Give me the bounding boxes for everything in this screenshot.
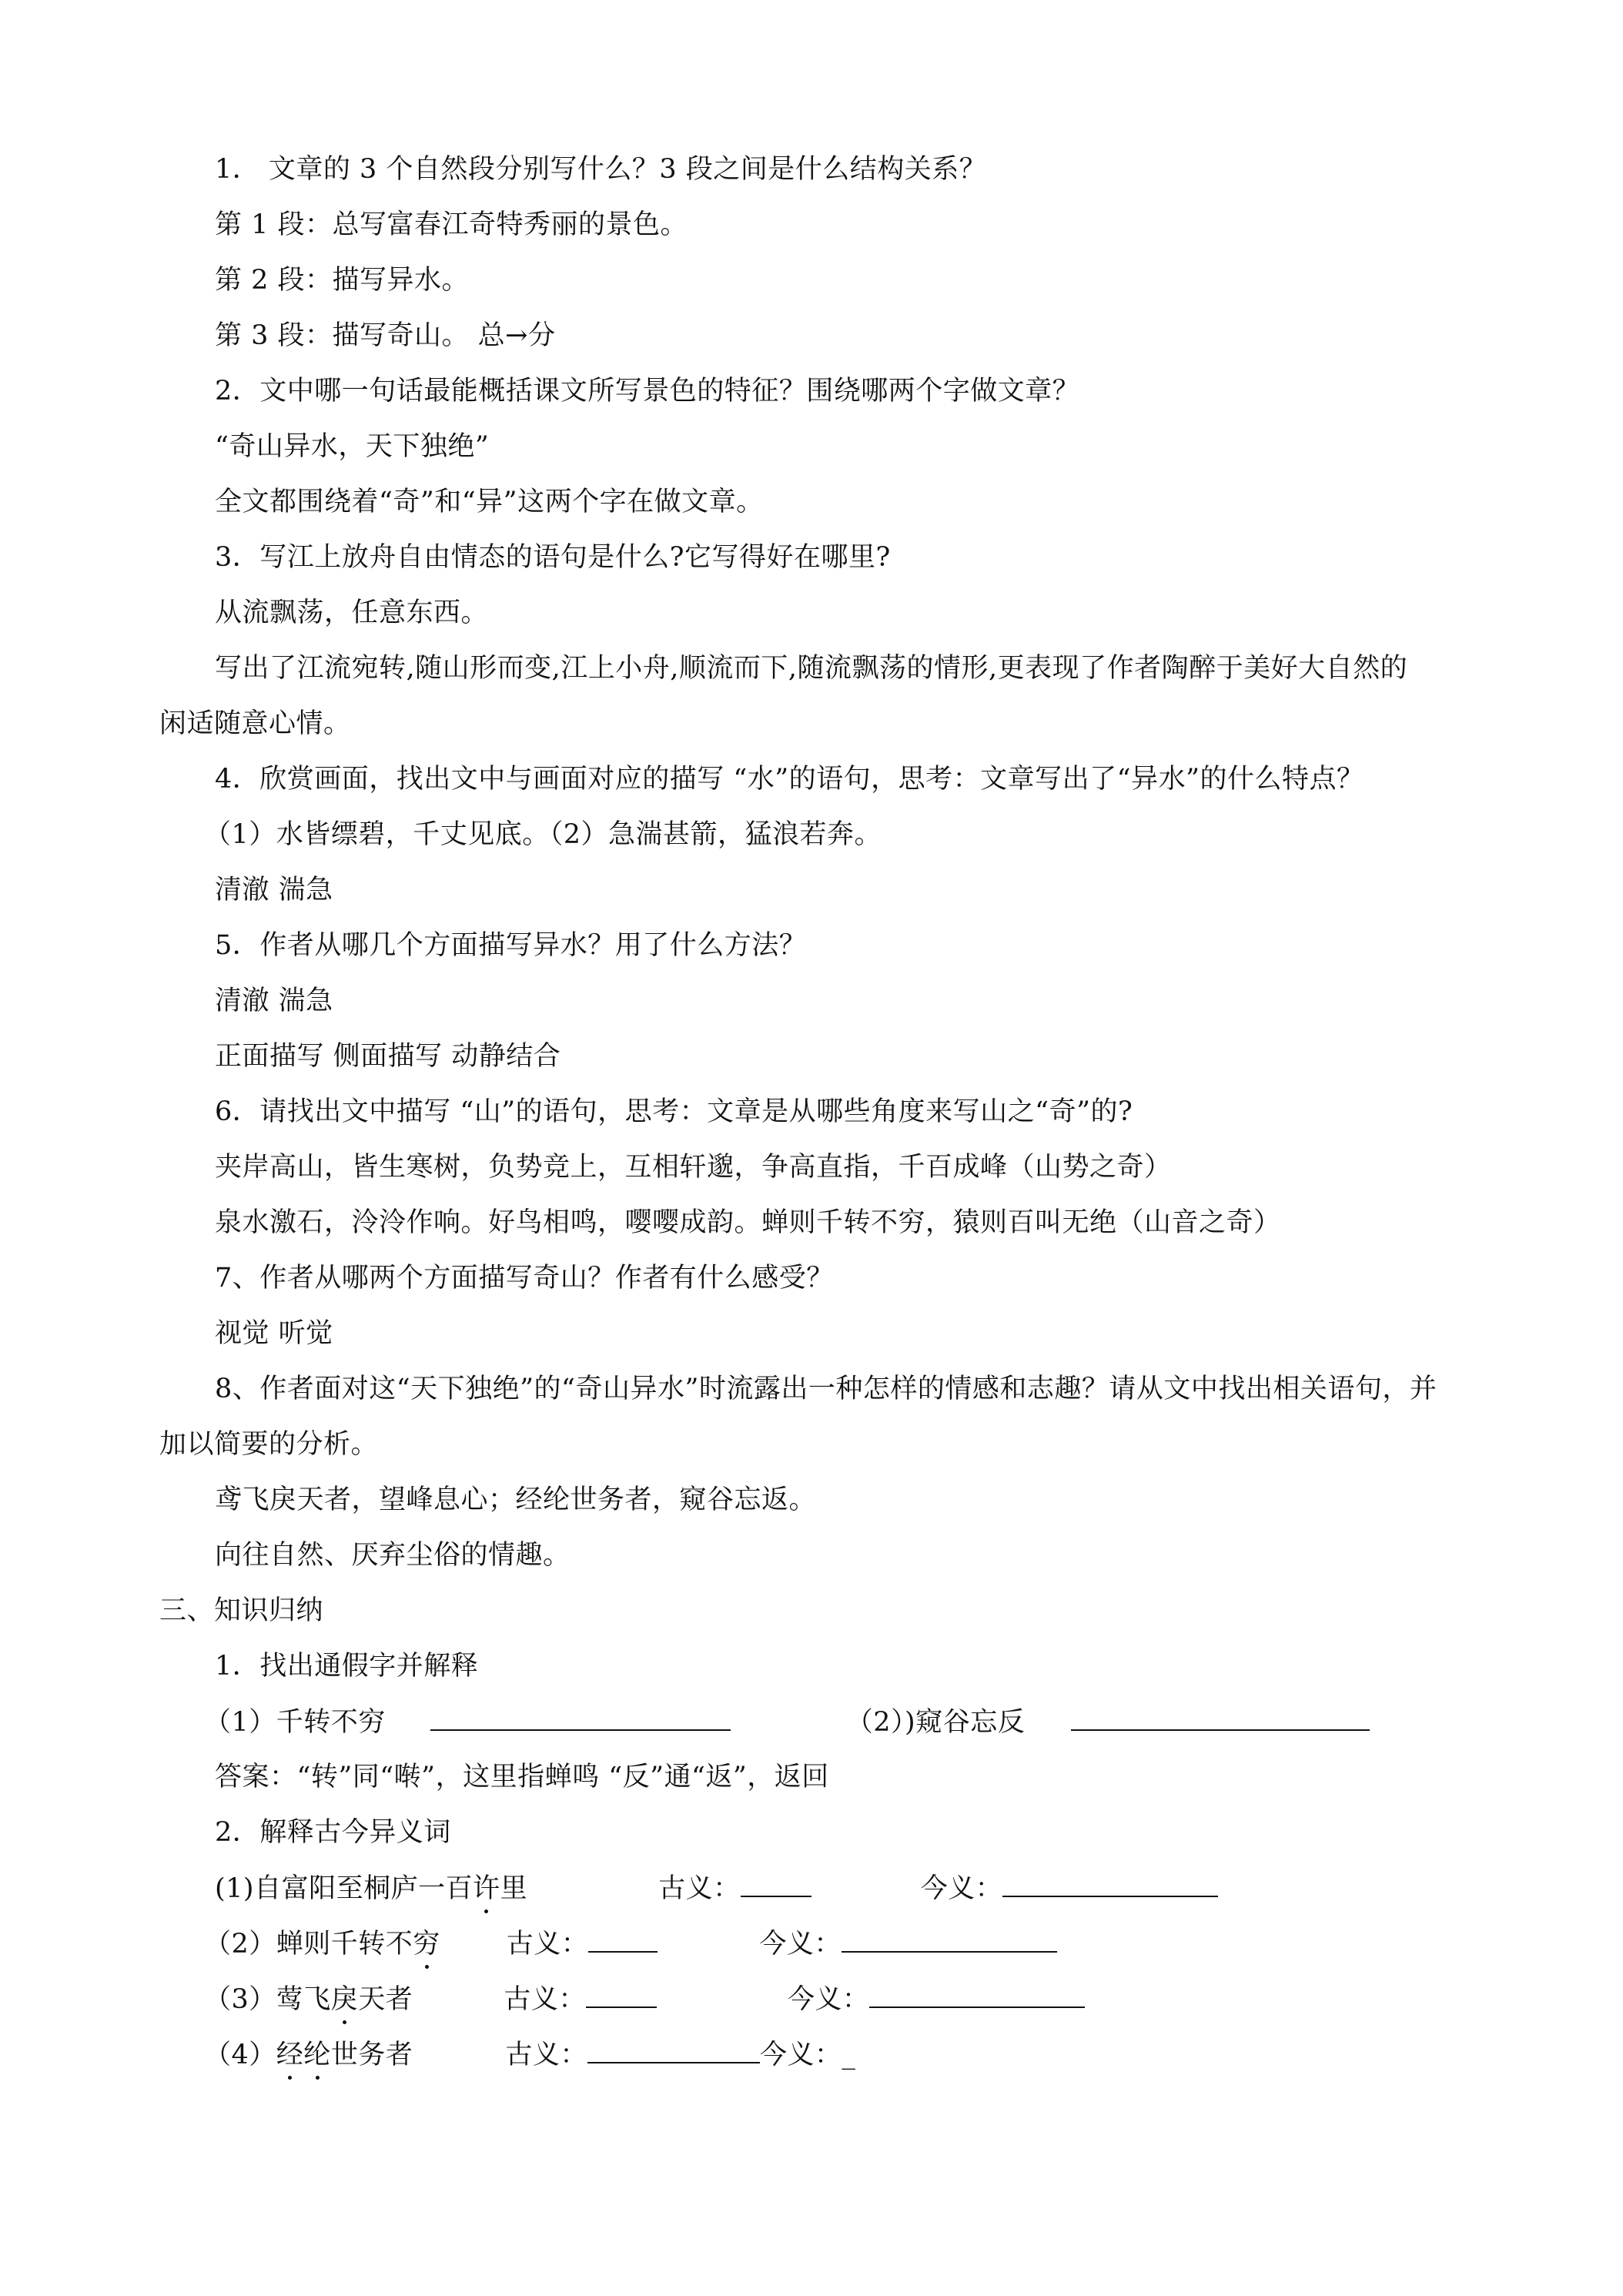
question-7: 7、作者从哪两个方面描写奇山？作者有什么感受？	[215, 1263, 834, 1294]
answer-blank[interactable]	[587, 2036, 760, 2063]
answer-blank[interactable]	[430, 1703, 731, 1731]
fill-in-row	[204, 1703, 1370, 1741]
jin-label: 今义：	[920, 1873, 1003, 1904]
answer-line: 向往自然、厌弃尘俗的情趣。	[215, 1540, 571, 1571]
knowledge-2: 2．解释古今异义词	[215, 1817, 451, 1848]
jin-label: 今义：	[759, 2040, 842, 2070]
item-label: 世务者	[330, 2040, 413, 2070]
fill-in-row	[215, 1869, 1218, 1907]
answer-line: 第 3 段：描写奇山。 总→分	[215, 320, 556, 351]
answer-line: 视觉 听觉	[215, 1318, 333, 1349]
item-label: 里	[500, 1873, 528, 1904]
emphasis-char: 许	[473, 1870, 500, 1907]
answer-line: 鸢飞戾天者，望峰息心；经纶世务者，窥谷忘返。	[215, 1484, 817, 1515]
answer-line: （1）水皆缥碧，千丈见底。（2）急湍甚箭，猛浪若奔。	[204, 819, 882, 850]
answer-line: 泉水激石，泠泠作响。好鸟相鸣，嘤嘤成韵。蝉则千转不穷，猿则百叫无绝（山音之奇）	[215, 1207, 1281, 1238]
question-8: 8、作者面对这“天下独绝”的“奇山异水”时流露出一种怎样的情感和志趣？请从文中找出相关语句，并	[215, 1374, 1437, 1404]
item-label: （2）蝉则千转不	[204, 1929, 413, 1960]
answer-blank[interactable]	[741, 1869, 812, 1897]
emphasis-char: 戾	[331, 1981, 359, 2018]
answer-blank[interactable]	[1071, 1703, 1370, 1731]
answer-line: “奇山异水，天下独绝”	[215, 431, 490, 462]
answer-blank[interactable]	[1002, 1869, 1218, 1897]
answer-line: 从流飘荡，任意东西。	[215, 597, 489, 628]
item-label: （4）	[204, 2040, 276, 2070]
question-6: 6．请找出文中描写 “山”的语句，思考：文章是从哪些角度来写山之“奇”的?	[215, 1096, 1133, 1127]
gu-label: 古义：	[506, 1929, 589, 1960]
answer-line: 答案：“转”同“啭”，这里指蝉鸣 “反”通“返”，返回	[215, 1762, 829, 1792]
question-4: 4．欣赏画面，找出文中与画面对应的描写 “水”的语句，思考：文章写出了“异水”的什么特点？	[215, 764, 1364, 795]
question-8-continued: 加以简要的分析。	[159, 1429, 379, 1460]
answer-line: 全文都围绕着“奇”和“异”这两个字在做文章。	[215, 487, 764, 517]
item-label: （3）莺飞	[204, 1984, 331, 2015]
answer-line: 第 1 段：总写富春江奇特秀丽的景色。	[215, 209, 688, 240]
item-label: 天者	[358, 1984, 413, 2015]
emphasis-char: 经	[276, 2037, 304, 2073]
answer-line: 夹岸高山，皆生寒树，负势竞上，互相轩邈，争高直指，千百成峰（山势之奇）	[215, 1152, 1172, 1183]
fill-in-row	[204, 2036, 855, 2073]
section-heading: 三、知识归纳	[159, 1595, 324, 1626]
answer-line: 写出了江流宛转,随山形而变,江上小舟,顺流而下,随流飘荡的情形,更表现了作者陶醉于美好大自然的	[215, 653, 1408, 684]
question-1: 1． 文章的 3 个自然段分别写什么？3 段之间是什么结构关系？	[215, 154, 987, 185]
gu-label: 古义：	[505, 2040, 587, 2070]
item-label: （2）)窥谷忘反	[845, 1707, 1026, 1738]
fill-in-row	[204, 1980, 1085, 2018]
knowledge-1: 1．找出通假字并解释	[215, 1651, 479, 1682]
trailing-blank: _	[842, 2040, 856, 2070]
gu-label: 古义：	[504, 1984, 586, 2015]
answer-blank[interactable]	[586, 1980, 657, 2008]
fill-in-row	[204, 1925, 1057, 1963]
jin-label: 今义：	[759, 1929, 842, 1960]
question-2: 2．文中哪一句话最能概括课文所写景色的特征？围绕哪两个字做文章？	[215, 376, 1080, 407]
answer-line: 清澈 湍急	[215, 986, 333, 1016]
gu-label: 古义：	[658, 1873, 741, 1904]
emphasis-char: 纶	[303, 2037, 331, 2073]
item-label: (1)自富阳至桐庐一百	[215, 1873, 474, 1904]
answer-blank[interactable]	[869, 1980, 1085, 2008]
item-label: （1）千转不穷	[204, 1707, 386, 1738]
answer-blank[interactable]	[588, 1925, 658, 1953]
emphasis-char: 穷	[413, 1926, 440, 1963]
answer-line: 正面描写 侧面描写 动静结合	[215, 1041, 561, 1072]
question-3: 3．写江上放舟自由情态的语句是什么?它写得好在哪里?	[215, 542, 891, 573]
answer-line-continued: 闲适随意心情。	[159, 708, 351, 739]
jin-label: 今义：	[787, 1984, 870, 2015]
answer-line: 第 2 段：描写异水。	[215, 265, 470, 296]
question-5: 5．作者从哪几个方面描写异水？用了什么方法？	[215, 930, 807, 961]
answer-line: 清澈 湍急	[215, 875, 333, 905]
answer-blank[interactable]	[842, 1925, 1057, 1953]
